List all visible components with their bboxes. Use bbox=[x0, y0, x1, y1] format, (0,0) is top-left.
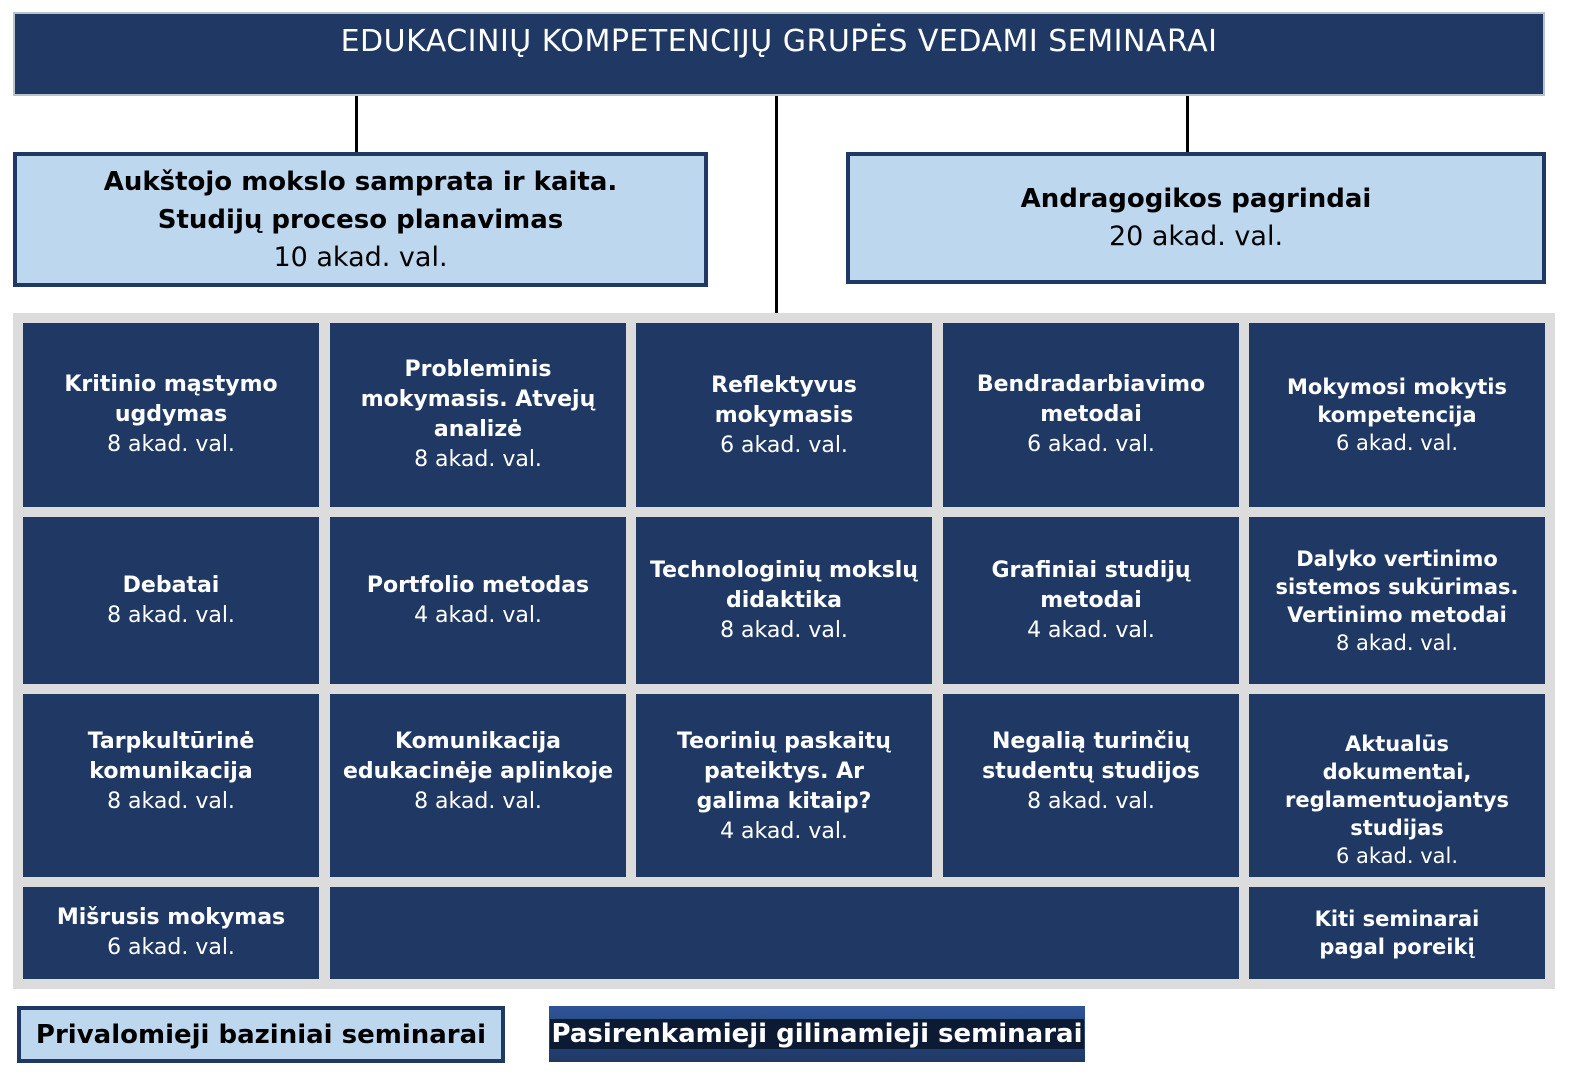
seminar-hours: 8 akad. val. bbox=[414, 447, 542, 472]
seminar-title: Mišrusis mokymas bbox=[56, 905, 286, 930]
top-box-andragogy bbox=[846, 152, 1546, 284]
seminar-cell bbox=[23, 887, 319, 979]
seminar-cell bbox=[636, 517, 932, 684]
seminar-cell bbox=[330, 694, 626, 877]
top-box-higher-education bbox=[13, 152, 708, 287]
seminar-hours: 8 akad. val. bbox=[720, 617, 848, 643]
seminar-cell bbox=[943, 323, 1239, 507]
seminar-cell bbox=[636, 694, 932, 877]
seminar-title: Tarpkultūrinė komunikacija bbox=[87, 729, 255, 784]
connector-left bbox=[355, 96, 358, 153]
seminar-title: Negalią turinčių studentų studijos bbox=[982, 729, 1200, 784]
seminar-hours: 8 akad. val. bbox=[107, 602, 235, 628]
seminar-hours: 8 akad. val. bbox=[107, 789, 235, 814]
connector-right bbox=[1186, 96, 1189, 153]
seminar-title: Probleminis mokymasis. Atvejų analizė bbox=[360, 357, 596, 442]
seminar-hours: 8 akad. val. bbox=[414, 789, 542, 814]
legend-elective-label: Pasirenkamieji gilinamieji seminarai bbox=[551, 1019, 1083, 1049]
connector-center bbox=[775, 96, 778, 313]
seminar-title: Mokymosi mokytis kompetencija bbox=[1287, 375, 1507, 427]
seminar-title: Teorinių paskaitų pateiktys. Ar galima kitaip? bbox=[677, 729, 891, 814]
seminar-hours: 8 akad. val. bbox=[1335, 630, 1459, 655]
seminar-hours: 6 akad. val. bbox=[1335, 844, 1459, 868]
seminar-cell bbox=[636, 323, 932, 507]
seminar-cell bbox=[23, 694, 319, 877]
top-box-title: Andragogikos pagrindai bbox=[1020, 184, 1372, 214]
seminar-cell bbox=[1249, 323, 1545, 507]
seminar-title: Technologinių mokslų didaktika bbox=[650, 557, 918, 613]
top-box-hours: 10 akad. val. bbox=[273, 241, 448, 273]
seminar-hours: 4 akad. val. bbox=[1027, 617, 1155, 643]
seminar-title: Aktualūs dokumentai, reglamentuojantys studijas bbox=[1284, 732, 1510, 840]
seminar-hours: 4 akad. val. bbox=[414, 602, 542, 628]
legend-elective bbox=[549, 1006, 1085, 1062]
seminar-title: Kritinio mąstymo ugdymas bbox=[64, 372, 278, 427]
seminar-hours: 6 akad. val. bbox=[107, 935, 235, 960]
seminar-title: Komunikacija edukacinėje aplinkoje bbox=[342, 729, 614, 784]
seminar-title: Bendradarbiavimo metodai bbox=[976, 372, 1206, 427]
seminar-title: Debatai bbox=[122, 572, 220, 598]
seminar-cell bbox=[1249, 694, 1545, 877]
seminar-title: Portfolio metodas bbox=[366, 572, 590, 598]
seminar-cell bbox=[943, 517, 1239, 684]
seminar-hours: 6 akad. val. bbox=[720, 433, 848, 458]
seminar-title: Grafiniai studijų metodai bbox=[991, 557, 1191, 613]
seminar-cell bbox=[330, 517, 626, 684]
seminar-hours: 6 akad. val. bbox=[1027, 432, 1155, 457]
seminar-cell bbox=[23, 323, 319, 507]
seminar-title: Reflektyvus mokymasis bbox=[711, 373, 857, 428]
seminar-hours: 8 akad. val. bbox=[1027, 789, 1155, 814]
seminar-title: Kiti seminarai pagal poreikį bbox=[1314, 907, 1480, 959]
seminar-cell bbox=[1249, 887, 1545, 979]
seminar-cell-empty bbox=[330, 887, 1239, 979]
seminar-hours: 8 akad. val. bbox=[107, 432, 235, 457]
seminar-title: Dalyko vertinimo sistemos sukūrimas. Vertinimo metodai bbox=[1275, 546, 1519, 627]
seminar-cell bbox=[23, 517, 319, 684]
seminar-hours: 4 akad. val. bbox=[720, 819, 848, 844]
seminar-cell bbox=[330, 323, 626, 507]
legend-mandatory: Privalomieji baziniai seminarai bbox=[17, 1006, 505, 1063]
top-box-title: Aukštojo mokslo samprata ir kaita. Studijų proceso planavimas bbox=[103, 166, 618, 235]
seminar-hours: 6 akad. val. bbox=[1335, 431, 1459, 455]
top-box-hours: 20 akad. val. bbox=[1108, 221, 1284, 252]
seminar-cell bbox=[943, 694, 1239, 877]
diagram-title: EDUKACINIŲ KOMPETENCIJŲ GRUPĖS VEDAMI SEMINARAI bbox=[13, 12, 1545, 96]
seminar-cell bbox=[1249, 517, 1545, 684]
